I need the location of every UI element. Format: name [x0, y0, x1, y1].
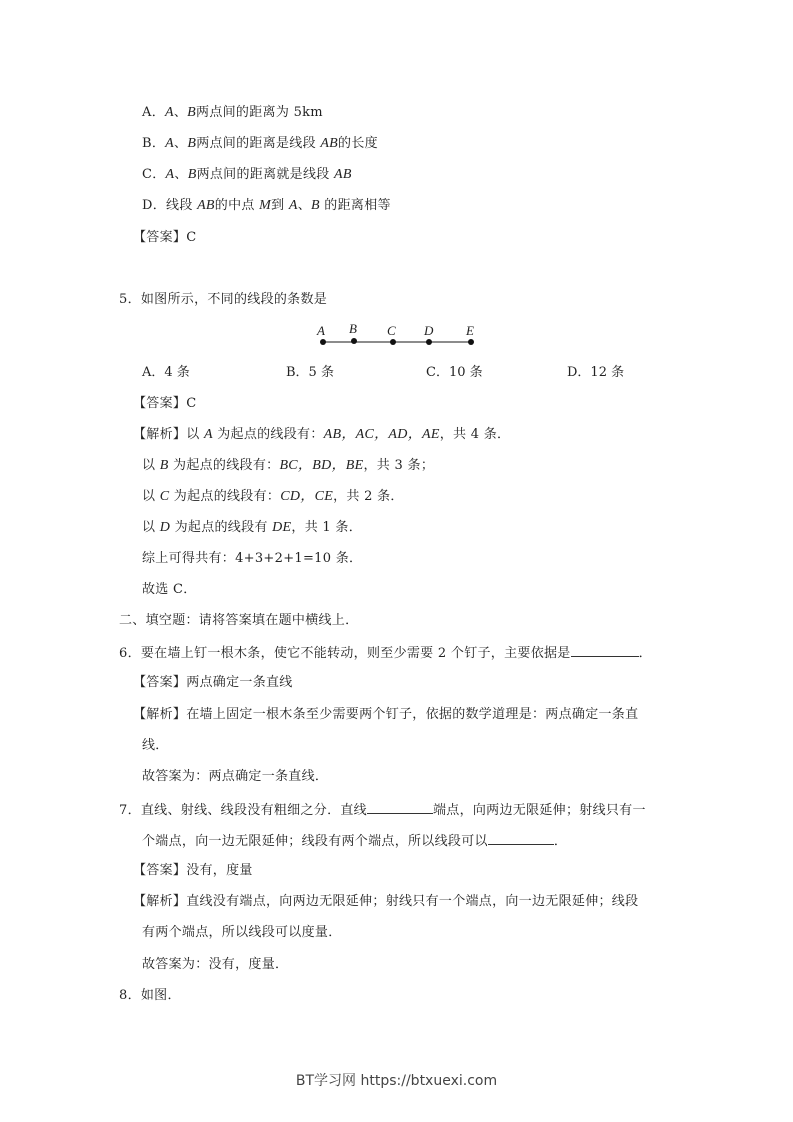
option-letter: D．: [142, 198, 167, 213]
q5-option-a: A．4 条: [142, 365, 190, 380]
q6-stem: [119, 643, 652, 663]
q6-analysis-line-1: [133, 706, 638, 724]
answer-label: 【答案】: [133, 863, 187, 878]
option-text: 的长度: [338, 136, 378, 151]
q5-option-d: D．12 条: [567, 365, 625, 380]
analysis-label: 【解析】: [133, 427, 187, 442]
analysis-text: ，共 4 条．: [439, 427, 511, 442]
analysis-text: 以: [142, 489, 160, 504]
question-number: 7．: [119, 803, 141, 818]
math-segments: AB，AC，AD，AE: [323, 427, 440, 442]
question-number: 6．: [119, 646, 141, 661]
q4-option-b: [142, 135, 378, 153]
separator: 、: [174, 167, 188, 182]
analysis-text: ，共 1 条．: [291, 520, 363, 535]
point-label-e: E: [466, 323, 474, 338]
math-var: A: [288, 198, 298, 213]
answer-value: 没有，度量: [186, 863, 253, 878]
point-a: [320, 339, 326, 345]
q5-answer: [133, 395, 196, 413]
point-label-d: D: [424, 323, 434, 338]
math-var: A: [165, 167, 175, 182]
math-var: AB: [320, 136, 339, 151]
analysis-text: 为起点的线段有: [170, 520, 273, 535]
math-var: B: [187, 105, 197, 120]
q6-analysis-line-2: 线．: [142, 738, 169, 753]
q7-analysis-line-1: [133, 893, 638, 911]
q5-summary: 综上可得共有：4+3+2+1=10 条．: [142, 551, 363, 566]
math-var: C: [159, 489, 170, 504]
math-var: B: [159, 458, 169, 473]
point-label-b: B: [349, 321, 357, 336]
q4-answer: [133, 229, 196, 247]
question-text: 个端点，向一边无限延伸；线段有两个端点，所以线段可以: [142, 834, 488, 849]
q8-stem: [119, 987, 181, 1005]
answer-blank[interactable]: [488, 831, 554, 845]
analysis-text: 为起点的线段有：: [169, 489, 281, 504]
q4-option-c: [142, 166, 352, 184]
math-var: B: [187, 136, 197, 151]
answer-blank[interactable]: [571, 643, 639, 657]
analysis-label: 【解析】: [133, 707, 187, 722]
point-d: [426, 339, 432, 345]
question-text: 直线、射线、线段没有粗细之分．直线: [140, 803, 367, 818]
option-letter: A．: [142, 105, 165, 120]
q7-conclusion: 故答案为：没有，度量．: [142, 957, 289, 972]
analysis-text: 以: [186, 427, 204, 442]
footer-watermark: BT学习网 https://btxuexi.com: [295, 1073, 498, 1089]
q5-stem: [119, 291, 327, 309]
option-letter: C．: [142, 167, 166, 182]
point-c: [390, 339, 396, 345]
math-segments: BC，BD，BE: [279, 458, 364, 473]
answer-label: 【答案】: [133, 230, 187, 245]
question-text: 端点，向两边无限延伸；射线只有一: [432, 803, 646, 818]
question-number: 5．: [119, 292, 141, 307]
q7-analysis-line-2: 有两个端点，所以线段可以度量．: [142, 925, 342, 940]
separator: 、: [297, 198, 312, 213]
math-segments: CD，CE: [280, 489, 334, 504]
q5-option-b: B．5 条: [286, 365, 334, 380]
question-text: 要在墙上钉一根木条，使它不能转动，则至少需要 2 个钉子，主要依据是: [140, 646, 571, 661]
math-var: B: [311, 198, 320, 213]
option-text: 的距离相等: [319, 198, 391, 213]
answer-blank[interactable]: [367, 800, 433, 814]
answer-label: 【答案】: [133, 675, 187, 690]
option-text: 两点间的距离就是线段: [196, 167, 335, 182]
math-segments: DE: [272, 520, 292, 535]
option-text: 到: [271, 198, 289, 213]
q5-analysis-line-1: [133, 426, 510, 444]
option-text: 线段: [166, 198, 198, 213]
q7-answer: [133, 862, 253, 880]
q7-stem-line-2: [142, 831, 567, 851]
math-var: A: [203, 427, 213, 442]
answer-label: 【答案】: [133, 396, 187, 411]
answer-value: 两点确定一条直线: [186, 675, 293, 690]
punctuation: ．: [638, 646, 652, 661]
option-letter: B．: [142, 136, 166, 151]
q5-analysis-line-2: [142, 457, 434, 475]
option-text: 两点间的距离为 5km: [196, 105, 323, 120]
answer-value: C: [186, 230, 197, 245]
q5-analysis-line-4: [142, 519, 362, 537]
separator: 、: [174, 136, 188, 151]
analysis-text: 以: [142, 520, 160, 535]
analysis-text: 以: [142, 458, 160, 473]
math-var: D: [159, 520, 171, 535]
q4-option-a: [142, 104, 323, 122]
question-text: 如图．: [140, 988, 181, 1003]
math-var: A: [165, 136, 175, 151]
q4-option-d: [142, 197, 391, 215]
math-var: A: [165, 105, 174, 120]
answer-value: C: [186, 396, 197, 411]
point-b: [351, 338, 357, 344]
analysis-label: 【解析】: [133, 894, 187, 909]
math-var: B: [187, 167, 197, 182]
option-text: 两点间的距离是线段: [196, 136, 321, 151]
math-var: AB: [197, 198, 215, 213]
point-label-a: A: [317, 323, 325, 338]
q7-stem-line-1: [119, 800, 646, 820]
q5-conclusion: 故选 C．: [142, 582, 197, 597]
option-text: 的中点: [214, 198, 260, 213]
separator: 、: [173, 105, 188, 120]
punctuation: ．: [553, 834, 568, 849]
analysis-text: 直线没有端点，向两边无限延伸；射线只有一个端点，向一边无限延伸；线段: [186, 894, 639, 909]
point-label-c: C: [387, 323, 396, 338]
section-title: 二、填空题：请将答案填在题中横线上．: [119, 613, 359, 628]
point-e: [468, 339, 474, 345]
question-number: 8．: [119, 988, 141, 1003]
analysis-text: 在墙上固定一根木条至少需要两个钉子，依据的数学道理是：两点确定一条直: [186, 707, 639, 722]
q6-answer: [133, 674, 293, 692]
q5-analysis-line-3: [142, 488, 404, 506]
analysis-text: 为起点的线段有：: [168, 458, 280, 473]
q5-option-c: C．10 条: [426, 365, 483, 380]
analysis-text: 为起点的线段有：: [212, 427, 324, 442]
question-text: 如图所示，不同的线段的条数是: [140, 292, 328, 307]
line-segment-figure: [315, 322, 485, 348]
q6-conclusion: 故答案为：两点确定一条直线．: [142, 769, 329, 784]
analysis-text: ，共 3 条；: [363, 458, 435, 473]
analysis-text: ，共 2 条．: [333, 489, 404, 504]
math-var: AB: [334, 167, 352, 182]
math-var: M: [259, 198, 272, 213]
